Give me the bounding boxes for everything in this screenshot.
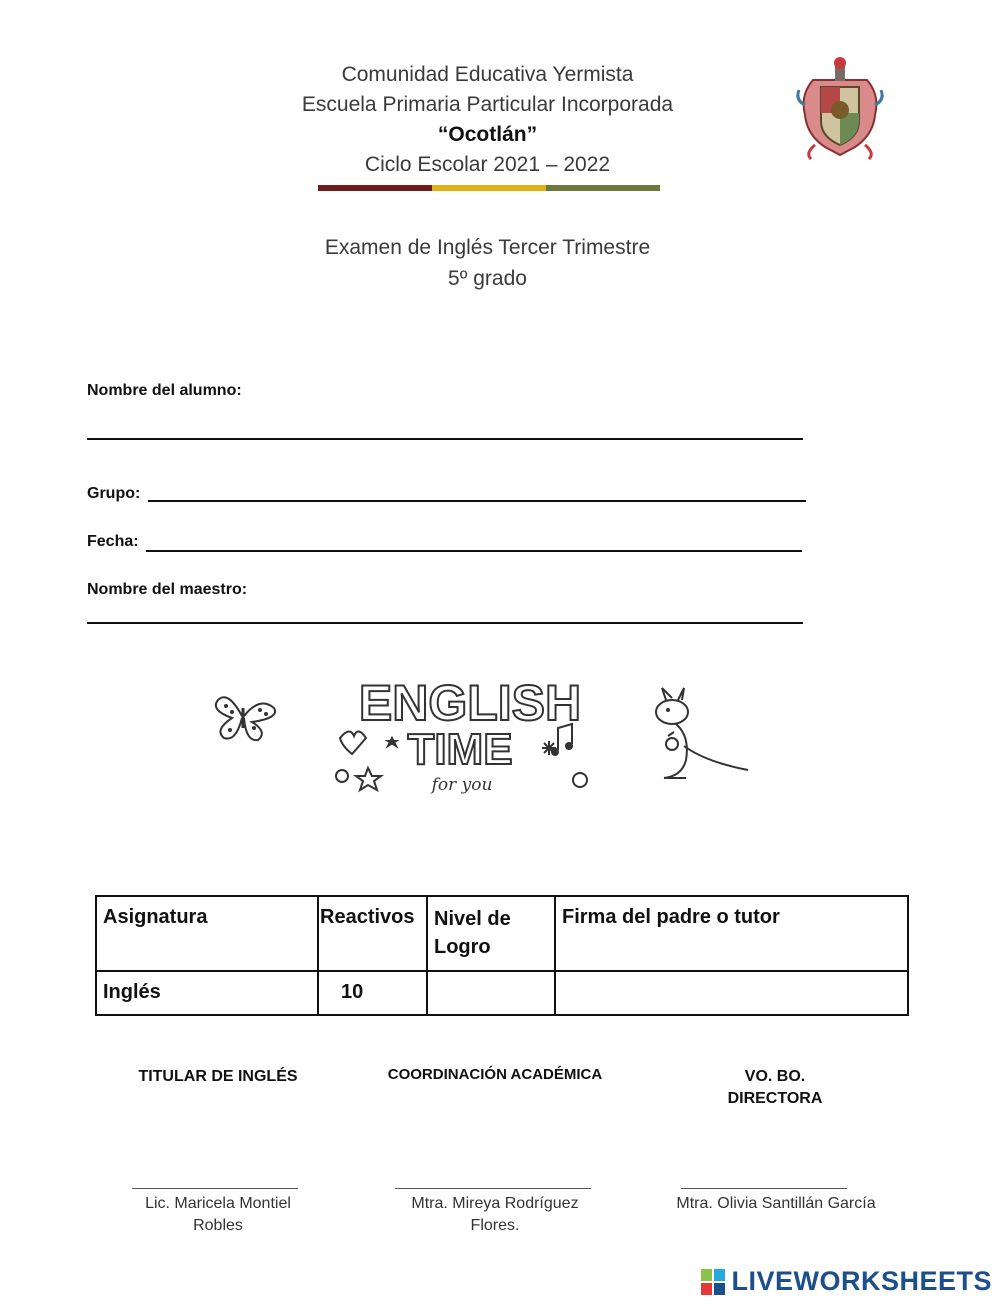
banner-line-3: for you [431, 775, 493, 795]
table-header-row [96, 896, 908, 971]
date-label: Fecha: [87, 533, 139, 550]
cell-subject: Inglés [96, 971, 318, 1015]
group-line[interactable] [148, 500, 806, 502]
date-line[interactable] [146, 550, 802, 552]
tricolor-bar [318, 185, 660, 191]
cell-signature[interactable] [555, 971, 908, 1015]
header-achievement: Nivel de Logro [427, 896, 555, 971]
bar-segment-red [318, 185, 432, 191]
signature-line-director [681, 1188, 847, 1189]
teacher-name-line[interactable] [87, 622, 803, 624]
cell-items: 10 [318, 971, 427, 1015]
school-year: Ciclo Escolar 2021 – 2022 [364, 153, 611, 176]
grades-table [95, 895, 909, 1016]
signature-line-english [132, 1188, 298, 1189]
header-signature: Firma del padre o tutor [555, 896, 908, 971]
butterfly-icon [208, 688, 280, 744]
school-name: Escuela Primaria Particular Incorporada [301, 93, 674, 116]
banner-line-2: TIME [407, 725, 513, 774]
school-header [250, 60, 725, 180]
exam-title-block [250, 232, 725, 294]
table-row [96, 971, 908, 1015]
student-name-line[interactable] [87, 438, 803, 440]
liveworksheets-icon [701, 1269, 725, 1295]
exam-grade: 5º grado [448, 267, 527, 290]
bar-segment-green [546, 185, 660, 191]
liveworksheets-logo [701, 1266, 992, 1297]
liveworksheets-text: LIVEWORKSHEETS [731, 1266, 992, 1296]
english-time-banner [330, 668, 605, 798]
banner-line-1: ENGLISH [358, 675, 582, 731]
signature-name-coordination: Mtra. Mireya Rodríguez Flores. [411, 1195, 579, 1234]
signature-name-english: Lic. Maricela Montiel Robles [145, 1195, 291, 1234]
header-subject: Asignatura [96, 896, 318, 971]
community-name: Comunidad Educativa Yermista [341, 63, 634, 86]
school-place: “Ocotlán” [437, 123, 538, 146]
group-label: Grupo: [87, 485, 141, 502]
header-items: Reactivos [318, 896, 427, 971]
exam-title: Examen de Inglés Tercer Trimestre [324, 236, 651, 259]
cell-achievement[interactable] [427, 971, 555, 1015]
signature-title-coordination: COORDINACIÓN ACADÉMICA [387, 1066, 603, 1083]
signature-title-english: TITULAR DE INGLÉS [138, 1068, 298, 1085]
signature-title-director: VO. BO. DIRECTORA [727, 1068, 823, 1107]
school-crest-icon [795, 55, 885, 160]
signature-line-coordination [395, 1188, 591, 1189]
teacher-name-label: Nombre del maestro: [87, 581, 248, 598]
kangaroo-icon [646, 686, 752, 784]
student-name-label: Nombre del alumno: [87, 382, 242, 399]
signature-name-director: Mtra. Olivia Santillán García [676, 1195, 876, 1212]
bar-segment-yellow [432, 185, 546, 191]
